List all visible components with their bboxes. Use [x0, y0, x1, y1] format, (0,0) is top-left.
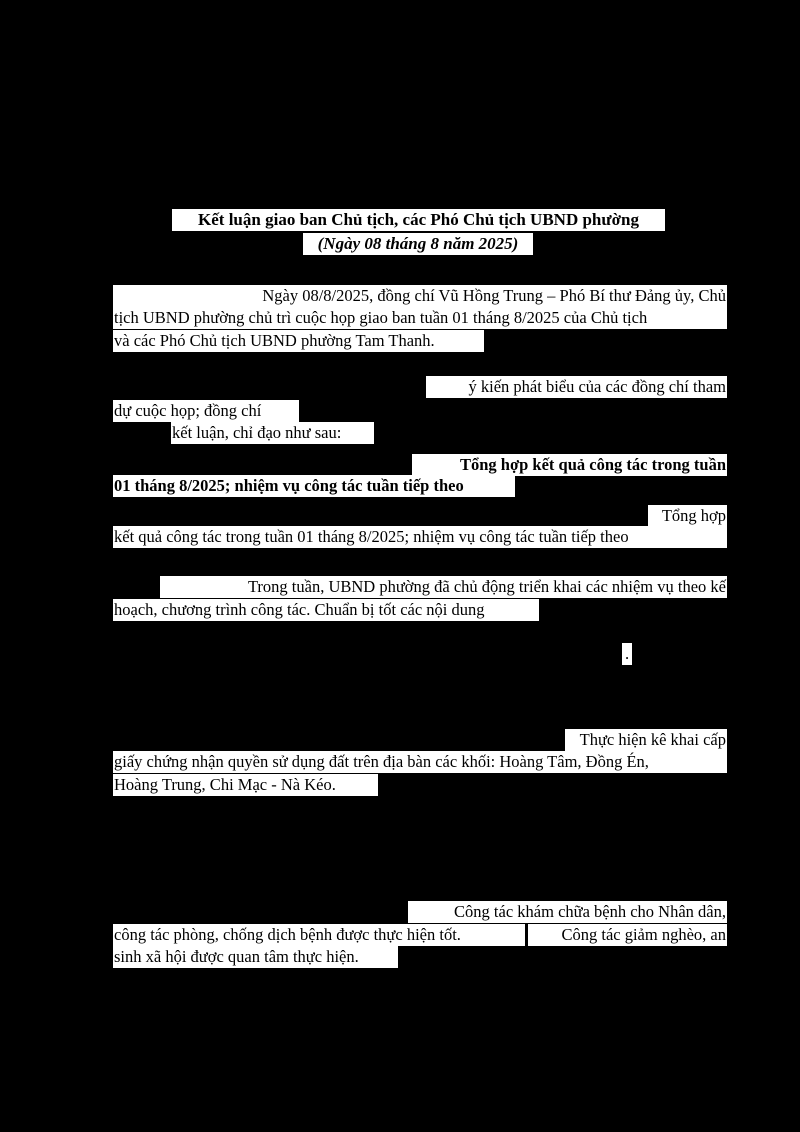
intro-line-1: Ngày 08/8/2025, đồng chí Vũ Hồng Trung – Phó Bí thư Đảng ủy, Chủ	[113, 285, 727, 307]
land-line-3: Hoàng Trung, Chi Mạc - Nà Kéo.	[113, 774, 378, 796]
health-line-1: Công tác khám chữa bệnh cho Nhân dân,	[408, 901, 727, 923]
intro-line-2: tịch UBND phường chủ trì cuộc họp giao ban tuần 01 tháng 8/2025 của Chủ tịch	[113, 307, 727, 329]
document-date-subtitle: (Ngày 08 tháng 8 năm 2025)	[303, 233, 533, 255]
document-title: Kết luận giao ban Chủ tịch, các Phó Chủ tịch UBND phường	[172, 209, 665, 231]
opinion-line-1: ý kiến phát biểu của các đồng chí tham	[426, 376, 727, 398]
health-line-2b: Công tác giảm nghèo, an	[528, 924, 727, 946]
section-heading-line-2: 01 tháng 8/2025; nhiệm vụ công tác tuần tiếp theo	[113, 475, 515, 497]
week-work-line-1: Trong tuần, UBND phường đã chủ động triển khai các nhiệm vụ theo kế	[160, 576, 727, 598]
land-line-1: Thực hiện kê khai cấp	[565, 729, 727, 751]
section-heading-line-1: Tổng hợp kết quả công tác trong tuần	[412, 454, 727, 476]
summary-line-1: Tổng hợp	[648, 505, 727, 527]
health-line-3: sinh xã hội được quan tâm thực hiện.	[113, 946, 398, 968]
land-line-2: giấy chứng nhận quyền sử dụng đất trên địa bàn các khối: Hoàng Tâm, Đồng Én,	[113, 751, 727, 773]
week-work-line-2: hoạch, chương trình công tác. Chuẩn bị tốt các nội dung	[113, 599, 539, 621]
period-mark: .	[622, 643, 632, 665]
summary-line-2: kết quả công tác trong tuần 01 tháng 8/2025; nhiệm vụ công tác tuần tiếp theo	[113, 526, 727, 548]
intro-line-3: và các Phó Chủ tịch UBND phường Tam Thanh.	[113, 330, 484, 352]
health-line-2a: công tác phòng, chống dịch bệnh được thực hiện tốt.	[113, 924, 525, 946]
opinion-line-3: kết luận, chỉ đạo như sau:	[171, 422, 374, 444]
opinion-line-2: dự cuộc họp; đồng chí	[113, 400, 299, 422]
